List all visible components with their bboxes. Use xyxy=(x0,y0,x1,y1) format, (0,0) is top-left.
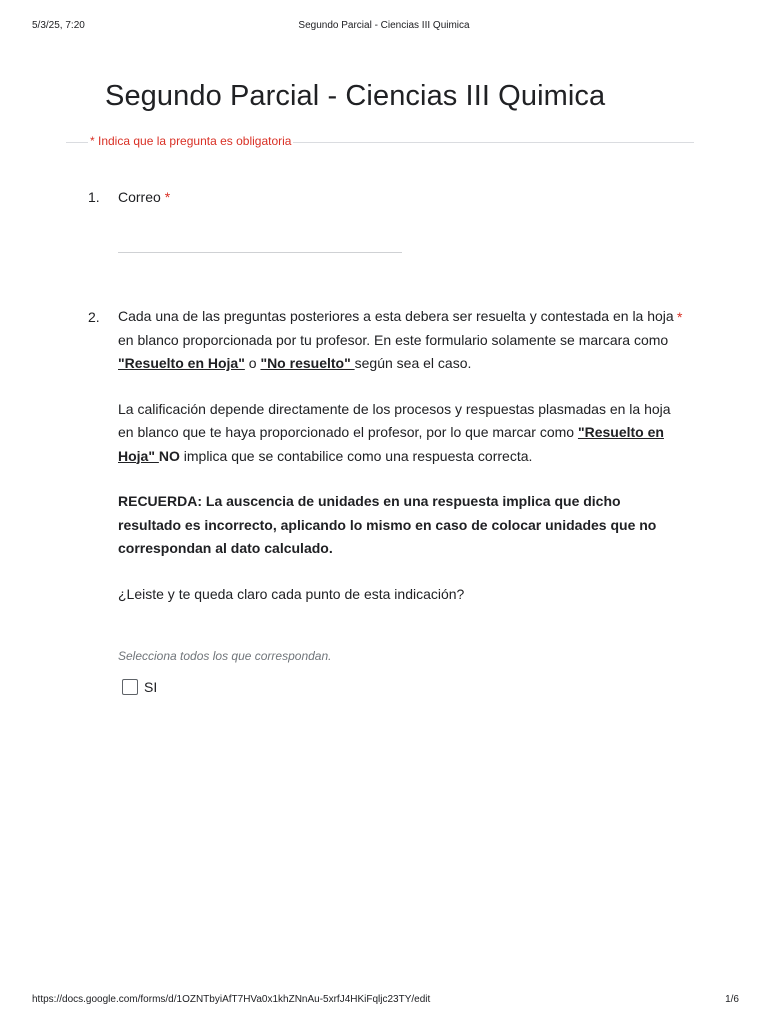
question-1-label xyxy=(118,189,170,205)
q2-p1-bold-2: "No resuelto" xyxy=(260,355,355,371)
option-si-label: SI xyxy=(144,679,158,695)
print-date: 5/3/25, 7:20 xyxy=(32,20,85,31)
q2-p1-text-3: según sea el caso. xyxy=(354,355,472,371)
print-page-number: 1/6 xyxy=(725,994,739,1005)
option-si-checkbox[interactable] xyxy=(122,679,138,695)
q2-p1-text-2: o xyxy=(244,355,261,371)
q2-p2-bold-1: "Resuelto en Hoja" xyxy=(118,424,664,464)
question-2-body xyxy=(118,305,674,606)
q2-p1-text-1: Cada una de las preguntas posteriores a esta debera ser resuelta y contestada en la hoja en blanco proporcionada por tu profesor. En este formulario solamente se marcara como xyxy=(118,308,674,348)
print-title: Segundo Parcial - Ciencias III Quimica xyxy=(298,20,470,31)
question-2-prompt: ¿Leiste y te queda claro cada punto de esta indicación? xyxy=(118,585,465,602)
question-2-required-star: * xyxy=(677,309,683,325)
print-url: https://docs.google.com/forms/d/1OZNTbyiAfT7HVa0x1khZNnAu-5xrfJ4HKiFqljc23TY/edit xyxy=(32,994,431,1005)
question-1-number: 1. xyxy=(88,189,100,205)
question-1-label-text: Correo xyxy=(118,189,161,205)
q2-p2-bold-2: NO xyxy=(158,447,180,464)
question-2-paragraph-2 xyxy=(118,398,674,469)
q2-p1-bold-1: "Resuelto en Hoja" xyxy=(118,355,245,371)
form-title: Segundo Parcial - Ciencias III Quimica xyxy=(105,80,606,112)
question-2-number: 2. xyxy=(88,309,100,325)
print-footer xyxy=(0,994,768,1008)
print-header xyxy=(0,20,768,34)
option-si[interactable] xyxy=(122,677,157,697)
q2-p2-text-3: implica que se contabilice como una respuesta correcta. xyxy=(179,447,533,464)
q2-p2-text-1: La calificación depende directamente de los procesos y respuestas plasmadas en la hoja en blanco que te haya proporcionado el profesor, por lo que marcar como xyxy=(118,400,671,440)
required-note: * Indica que la pregunta es obligatoria xyxy=(90,134,292,148)
question-2-hint: Selecciona todos los que correspondan. xyxy=(118,649,332,663)
email-field[interactable] xyxy=(118,232,402,253)
question-1-required-star: * xyxy=(164,189,171,205)
question-2-paragraph-1 xyxy=(118,305,674,376)
question-2-reminder: RECUERDA: La auscencia de unidades en una respuesta implica que dicho resultado es incorrecto, aplicando lo mismo en caso de colocar unidades que no correspondan al dato calculado. xyxy=(118,493,657,556)
